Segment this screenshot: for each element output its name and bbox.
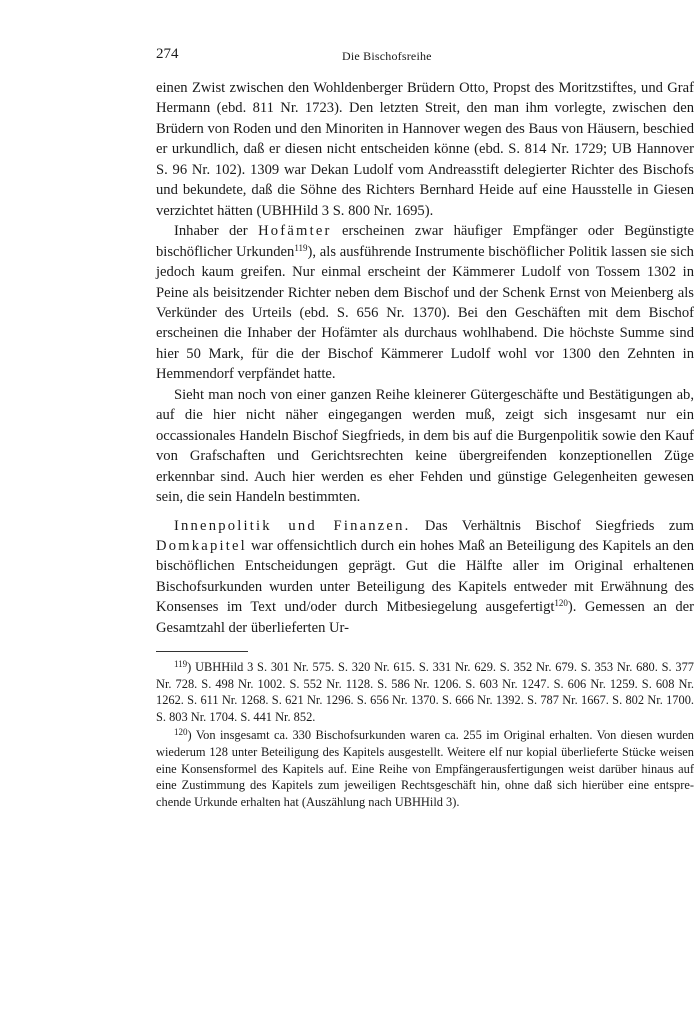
footnote-text: ) Von insgesamt ca. 330 Bischofsurkunden waren ca. 255 im Original erhalten. Von diesen wurden wiederum 128 unter Beteiligung des Kapitels ausgestellt. Weitere elf nur kopial überlieferte Stücke weisen eine Konsensformel des Kapitels auf. Eine Reihe von Empfängerausfertigungen weist darüber hinaus auf eine Zustimmung des Kapitels zum jeweiligen Rechtsgeschäft hin, ohne daß sich hierüber eine entsprechende Urkunde erhalten hat (Auszählung nach UBHHild 3). (156, 728, 694, 809)
paragraph-2-end: ), als ausführende Instrumente bischöflicher Politik lassen sie sich jedoch kaum greifen. Nur einmal erscheint der Kämmerer Ludolf von Tossem 1302 in Peine als beisitzender Richter neben dem Bischof und der Schenk Ernst von Meienberg als Verkünder des Urteils (ebd. S. 656 Nr. 1370). Bei den Geschäften mit dem Bischof erscheinen die Inhaber der Hofämter als durchaus wohlhabend. Die höchste Summe sind hier 50 Mark, für die der Bischof Kämmerer Ludolf wohl vor 1300 den Zehnten in Hemmendorf verpfändet hatte. (156, 243, 694, 383)
paragraph-4-start: Das Verhältnis Bischof Siegfrieds zum (424, 517, 694, 534)
term-hofaemter: Hofämter (258, 223, 332, 240)
footnote-mark: 120 (174, 727, 188, 738)
footnote-ref-119[interactable]: 119 (294, 242, 308, 253)
running-title: Die Bischofsreihe (342, 49, 432, 63)
footnote-text: ) UBHHild 3 S. 301 Nr. 575. S. 320 Nr. 615. S. 331 Nr. 629. S. 352 Nr. 679. S. 353 Nr. 680. S. 377 Nr. 728. S. 498 Nr. 1002. S. 552 Nr. 1128. S. 586 Nr. 1206. S. 603 Nr. 1247. S. 606 Nr. 1259. S. 608 Nr. 1262. S. 611 Nr. 1268. S. 621 Nr. 1296. S. 656 Nr. 1370. S. 666 Nr. 1392. S. 787 Nr. 1667. S. 802 Nr. 1700. S. 803 Nr. 1704. S. 441 Nr. 852. (156, 660, 694, 724)
page-number: 274 (156, 46, 179, 62)
body-text (156, 78, 694, 638)
paragraph-2 (156, 221, 694, 385)
footnote-separator (156, 651, 248, 652)
footnote-119 (156, 659, 694, 725)
paragraph-2-start: Inhaber der (174, 223, 248, 240)
paragraph-3: Sieht man noch von einer ganzen Reihe kleinerer Gütergeschäfte und Bestätigungen ab, auf die hier nicht näher eingegangen werden muß, zeigt sich insgesamt nur ein occassionales Handeln Bischof Siegfrieds, in dem bis auf die Burgenpolitik sowie den Kauf von Grafschaften und Gerichtsrechten keine übergreifenden konzeptionellen Züge erkennbar sind. Auch hier werden es eher Fehden und günstige Gelegenheiten gewesen sein, die sein Handeln bestimmten. (156, 386, 694, 506)
paragraph-1: einen Zwist zwischen den Wohldenberger Brüdern Otto, Propst des Moritzstiftes, und Graf Hermann (ebd. 811 Nr. 1723). Den letzten Streit, den man ihm vorlegte, zwischen den Brüdern von Roden und den Minoriten in Hannover wegen des Baus von Häusern, beschied er urkundlich, daß er diesen nicht entscheiden könne (ebd. S. 814 Nr. 1729; UB Hannover S. 96 Nr. 102). 1309 war Dekan Ludolf vom Andreasstift delegierter Richter des Bischofs und bekundete, daß die Söhne des Richters Bernhard Heide auf eine Hausstelle in Giesen verzichtet hätten (UBHHild 3 S. 800 Nr. 1695). (156, 80, 694, 219)
paragraph-4-end: ). Gemessen an der Gesamtzahl der überlieferten Ur- (156, 599, 694, 636)
paragraph-4-middle: war offensichtlich durch ein hohes Maß an Beteiligung des Kapitels an den bischöflichen Entscheidungen geprägt. Gut die Hälfte aller im Original erhaltenen Bischofsurkunden wurden unter Beteiligung des Kapitels entweder mit Erwähnung des Konsenses im Text und/oder durch Mitbesiegelung ausgefertigt (156, 537, 695, 616)
footnote-mark: 119 (174, 659, 188, 669)
footnotes (156, 659, 694, 812)
footnote-ref-120[interactable]: 120 (554, 598, 568, 609)
section-heading-innenpolitik: Innenpolitik und Finanzen. (174, 517, 411, 534)
paragraph-2-middle: erscheinen zwar häufiger Empfänger oder Begünstigte bischöflicher Urkunden (156, 223, 694, 260)
paragraph-4 (156, 516, 694, 639)
footnote-120 (156, 727, 694, 810)
term-domkapitel: Domkapitel (156, 537, 247, 554)
